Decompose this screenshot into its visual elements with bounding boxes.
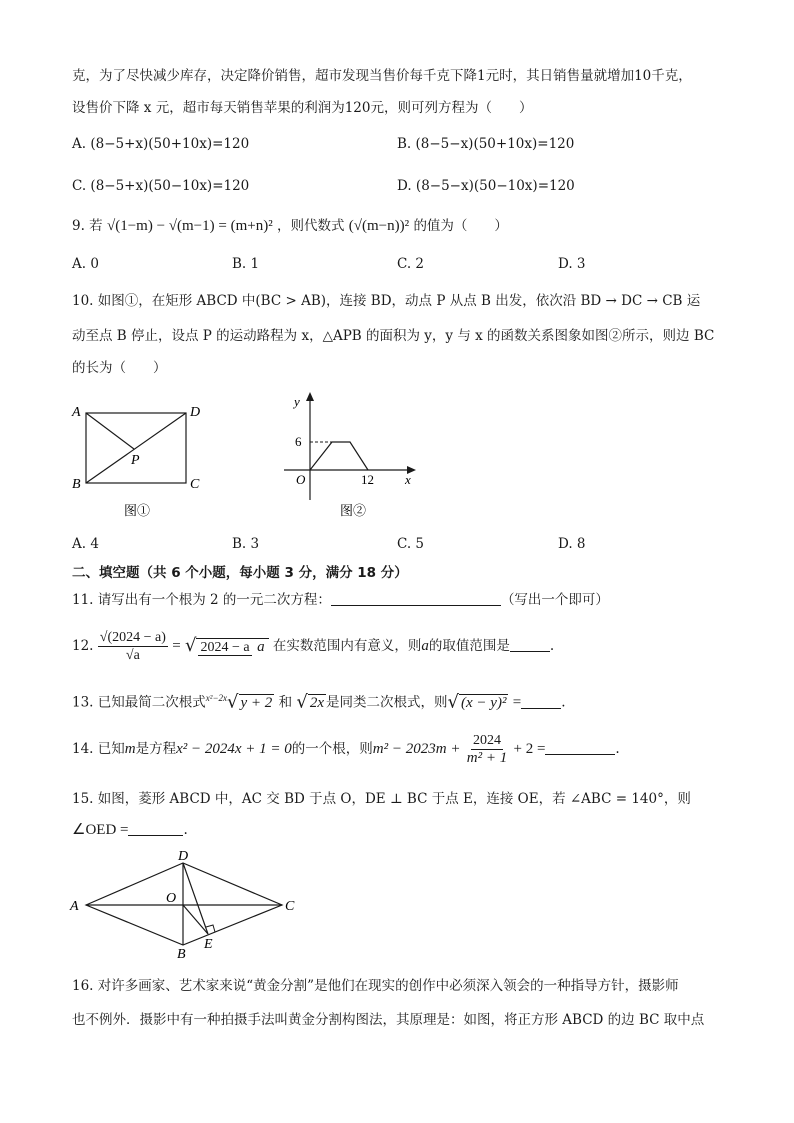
- figure2-caption: 图②: [340, 503, 367, 518]
- q13-radicand1: y + 2: [240, 694, 273, 711]
- q12-stem: [72, 626, 554, 666]
- q12-text2: 的取值范围是: [428, 638, 510, 654]
- label-d: D: [178, 849, 189, 864]
- q13-radicand3: (x − y)²: [461, 694, 507, 711]
- q12-prefix: 12.: [72, 638, 94, 654]
- label-d: D: [190, 405, 201, 420]
- q9-expression: (√(m−n))²: [348, 218, 410, 234]
- q9-suffix: ，则代数式: [277, 218, 345, 234]
- q13-root-index: x²−2x: [205, 693, 228, 703]
- q8-option-c: C. (8−5+x)(50−10x)=120: [72, 178, 250, 194]
- q14-text: 是方程: [135, 741, 177, 757]
- label-e: E: [204, 937, 213, 952]
- q12-numerator-right: 2024 − a: [200, 639, 250, 655]
- q10-option-a: A. 4: [72, 536, 99, 552]
- q9-option-c: C. 2: [397, 256, 425, 272]
- q13-end: .: [561, 694, 566, 711]
- q13-equals: =: [512, 694, 522, 711]
- q9-option-a: A. 0: [72, 256, 99, 272]
- label-c: C: [285, 899, 295, 914]
- q9-equation: √(1−m) − √(m−1) = (m+n)²: [106, 218, 273, 234]
- origin-label: O: [296, 472, 306, 487]
- q9-option-d: D. 3: [558, 256, 586, 272]
- q12-end: .: [549, 638, 555, 654]
- q13-answer-blank: [521, 694, 561, 709]
- q12-answer-blank: [510, 637, 550, 652]
- q14-end: .: [615, 741, 620, 757]
- label-o: O: [166, 891, 177, 906]
- figure1-caption: 图①: [124, 503, 151, 518]
- radical-icon: √: [184, 635, 197, 656]
- q12-var: a: [421, 638, 429, 654]
- q12-text: 在实数范围内有意义，则: [272, 638, 422, 654]
- q10-line1: 10. 如图①，在矩形 ABCD 中(BC > AB)，连接 BD，动点 P 从点 B 出发，依次沿 BD → DC → CB 运: [72, 293, 701, 309]
- q10-figure-rectangle: [66, 398, 216, 523]
- radical-icon: √: [447, 691, 460, 713]
- q14-answer-blank: [545, 740, 615, 755]
- q10-option-b: B. 3: [232, 536, 260, 552]
- q15-answer-blank: [128, 821, 183, 836]
- q11-answer-blank: [331, 591, 501, 606]
- label-b: B: [177, 947, 186, 960]
- q10-option-c: C. 5: [397, 536, 425, 552]
- tick-12: 12: [361, 472, 374, 487]
- q15-line2: [72, 820, 188, 840]
- q11-text: 11. 请写出有一个根为 2 的一元二次方程：: [72, 592, 331, 608]
- q8-line1: 克，为了尽快减少库存，决定降价销售，超市发现当售价每千克下降1元时，其日销售量就增加10千克，: [72, 68, 692, 84]
- q14-var: m: [124, 741, 136, 757]
- q12-numerator-left: √(2024 − a): [99, 630, 166, 645]
- label-a: A: [70, 899, 79, 914]
- q12-fraction-left: [98, 629, 168, 664]
- q10-option-d: D. 8: [558, 536, 586, 552]
- q9-option-b: B. 1: [232, 256, 260, 272]
- q15-end: .: [183, 822, 188, 838]
- q13-text: 是同类二次根式，则: [326, 694, 448, 711]
- axis-x-label: x: [405, 472, 411, 487]
- q12-denominator-left: √a: [125, 648, 140, 663]
- q14-prefix: 14. 已知: [72, 741, 125, 757]
- q11-stem: [72, 590, 609, 610]
- tick-6: 6: [295, 434, 302, 449]
- q8-option-d: D. (8−5−x)(50−10x)=120: [397, 178, 575, 194]
- q8-option-a: A. (8−5+x)(50+10x)=120: [72, 136, 250, 152]
- q8-option-b: B. (8−5−x)(50+10x)=120: [397, 136, 575, 152]
- q14-expr2: + 2 =: [513, 741, 546, 757]
- section-heading: 二、填空题（共 6 个小题，每小题 3 分，满分 18 分）: [72, 565, 408, 581]
- radical-icon: √: [227, 691, 239, 713]
- q13-radicand2: 2x: [309, 694, 325, 711]
- q9-prefix: 9. 若: [72, 218, 103, 234]
- label-a: A: [72, 405, 81, 420]
- radical-icon: √: [296, 691, 308, 713]
- q9-suffix2: 的值为（ ）: [413, 218, 508, 234]
- q14-numerator: 2024: [472, 733, 501, 748]
- q12-denominator-right: a: [257, 638, 265, 655]
- q14-stem: [72, 729, 620, 769]
- q10-figure-graph: [282, 388, 422, 523]
- label-p: P: [131, 453, 140, 468]
- label-c: C: [190, 477, 200, 492]
- q13-stem: [72, 688, 566, 713]
- q14-fraction: [465, 732, 509, 767]
- q15-line1: 15. 如图，菱形 ABCD 中，AC 交 BD 于点 O，DE ⊥ BC 于点 E，连接 OE，若 ∠ABC = 140°，则: [72, 791, 691, 807]
- q13-and: 和: [278, 694, 293, 711]
- q11-tail: （写出一个即可）: [500, 592, 609, 608]
- axis-y-label: y: [294, 394, 300, 409]
- q14-text2: 的一个根，则: [291, 741, 373, 757]
- q15-angle: ∠OED =: [72, 822, 129, 838]
- label-b: B: [72, 477, 81, 492]
- q14-expr1: m² − 2023m +: [372, 741, 461, 757]
- q16-line2: 也不例外．摄影中有一种拍摄手法叫黄金分割构图法，其原理是：如图，将正方形 ABCD 的边 BC 取中点: [72, 1012, 705, 1028]
- q9-stem: [72, 216, 508, 236]
- q15-figure-rhombus: [66, 848, 306, 960]
- q16-line1: 16. 对许多画家、艺术家来说“黄金分割”是他们在现实的创作中必须深入领会的一种指导方针，摄影师: [72, 978, 679, 994]
- q10-line3: 的长为（ ）: [72, 360, 167, 376]
- q12-fraction-right: [196, 638, 268, 656]
- q8-line2: 设售价下降 x 元，超市每天销售苹果的利润为120元，则可列方程为（ ）: [72, 100, 533, 116]
- q14-equation: x² − 2024x + 1 = 0: [176, 741, 292, 757]
- q14-denominator: m² + 1: [466, 750, 508, 766]
- q13-prefix: 13. 已知最简二次根式: [72, 694, 206, 711]
- q12-equals: =: [172, 638, 181, 654]
- q10-line2: 动至点 B 停止，设点 P 的运动路程为 x，△APB 的面积为 y，y 与 x 的函数关系图象如图②所示，则边 BC: [72, 328, 715, 344]
